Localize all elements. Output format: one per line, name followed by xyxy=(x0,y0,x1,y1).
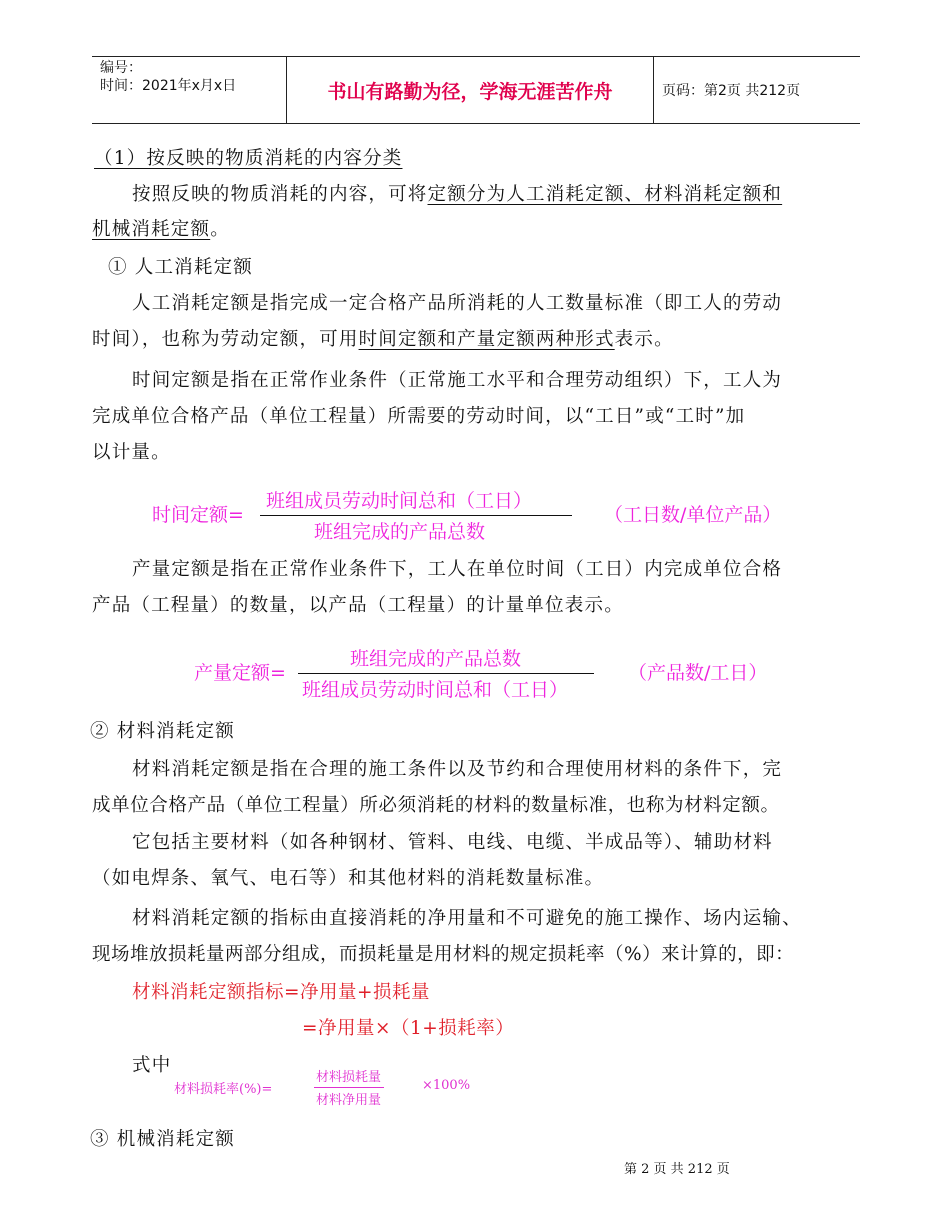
material-p3-line1: 材料消耗定额的指标由直接消耗的净用量和不可避免的施工操作、场内运输、 xyxy=(132,908,802,929)
formula-denominator: 班组成员劳动时间总和（工日） xyxy=(302,679,569,701)
where-label: 式中 xyxy=(132,1055,172,1076)
header-meta xyxy=(100,59,236,95)
loss-rate-formula xyxy=(174,1064,494,1116)
intro-underlined: 定额分为人工消耗定额、材料消耗定额和 xyxy=(427,184,783,205)
formula-lhs: 产量定额= xyxy=(194,662,286,684)
material-p3-line2: 现场堆放损耗量两部分组成，而损耗量是用材料的规定损耗率（%）来计算的，即： xyxy=(92,944,795,965)
formula-denominator: 材料净用量 xyxy=(316,1093,382,1108)
formula-numerator: 班组完成的产品总数 xyxy=(350,648,522,670)
labor-p1-text: 时间），也称为劳动定额，可用 xyxy=(92,329,359,350)
intro-underlined-2: 机械消耗定额 xyxy=(92,219,211,240)
formula-lhs: 时间定额= xyxy=(152,504,244,526)
formula-numerator: 材料损耗量 xyxy=(316,1070,382,1085)
section-title-text: （1）按反映的物质消耗的内容分类 xyxy=(94,148,403,169)
labor-p3-line2: 产品（工程量）的数量，以产品（工程量）的计量单位表示。 xyxy=(92,595,624,616)
labor-p1-end: 表示。 xyxy=(614,329,674,350)
labor-p1-underlined: 时间定额和产量定额两种形式 xyxy=(358,329,615,350)
labor-p1-line2 xyxy=(92,328,674,352)
formula-lhs: 材料损耗率(%)= xyxy=(174,1082,273,1097)
machine-title: ③ 机械消耗定额 xyxy=(90,1129,235,1150)
formula-unit: （工日数/单位产品） xyxy=(604,504,782,526)
material-p2-line1: 它包括主要材料（如各种钢材、管料、电线、电缆、半成品等）、辅助材料 xyxy=(132,832,773,853)
labor-p2-line1: 时间定额是指在正常作业条件（正常施工水平和合理劳动组织）下，工人为 xyxy=(132,370,783,391)
intro-line-2 xyxy=(92,218,230,242)
formula-numerator: 班组成员劳动时间总和（工日） xyxy=(266,490,533,512)
intro-line-1 xyxy=(132,183,782,207)
header-page-info: 页码：第2页 共212页 xyxy=(662,83,801,99)
output-quota-formula xyxy=(194,644,794,704)
page-footer: 第 2 页 共 212 页 xyxy=(624,1162,730,1177)
section-title xyxy=(94,147,402,171)
time-label: 时间：2021年x月x日 xyxy=(100,78,237,94)
fraction-bar xyxy=(314,1087,384,1088)
labor-title: ① 人工消耗定额 xyxy=(108,257,253,278)
labor-p1-line1: 人工消耗定额是指完成一定合格产品所消耗的人工数量标准（即工人的劳动 xyxy=(132,293,783,314)
fraction-bar xyxy=(260,515,572,516)
intro-period: 。 xyxy=(210,219,230,240)
formula-unit: （产品数/工日） xyxy=(628,662,768,684)
time-quota-formula xyxy=(152,486,812,546)
labor-p2-line2: 完成单位合格产品（单位工程量）所需要的劳动时间，以“工日”或“工时”加 xyxy=(92,406,746,427)
material-p1-line2: 成单位合格产品（单位工程量）所必须消耗的材料的数量标准，也称为材料定额。 xyxy=(92,795,780,816)
material-p1-line1: 材料消耗定额是指在合理的施工条件以及节约和合理使用材料的条件下，完 xyxy=(132,759,783,780)
material-equation-2: =净用量×（1+损耗率） xyxy=(302,1018,515,1039)
header-motto: 书山有路勤为径，学海无涯苦作舟 xyxy=(286,57,654,123)
page-header xyxy=(92,56,860,124)
formula-multiplier: ×100% xyxy=(422,1078,471,1093)
material-equation-1: 材料消耗定额指标=净用量+损耗量 xyxy=(132,982,431,1003)
intro-text: 按照反映的物质消耗的内容，可将 xyxy=(132,184,428,205)
labor-p3-line1: 产量定额是指在正常作业条件下，工人在单位时间（工日）内完成单位合格 xyxy=(132,559,783,580)
fraction-bar xyxy=(298,673,594,674)
labor-p2-line3: 以计量。 xyxy=(92,442,171,463)
material-title: ② 材料消耗定额 xyxy=(90,721,235,742)
formula-denominator: 班组完成的产品总数 xyxy=(314,521,486,543)
number-label: 编号： xyxy=(100,60,142,76)
material-p2-line2: （如电焊条、氧气、电石等）和其他材料的消耗数量标准。 xyxy=(92,868,605,889)
